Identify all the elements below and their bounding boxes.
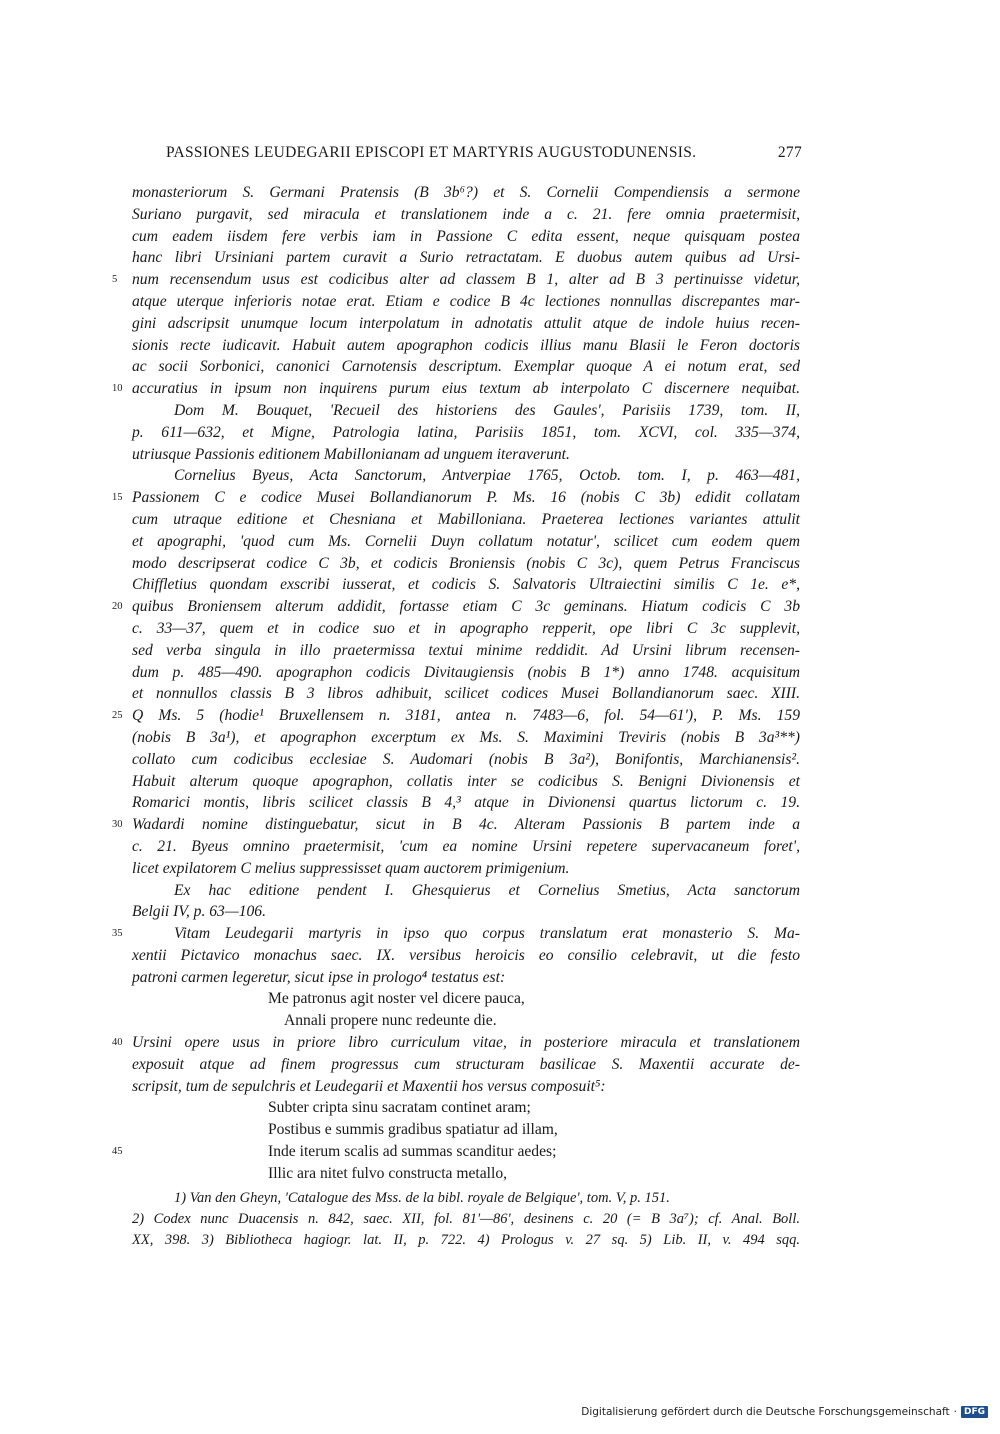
text-line bbox=[132, 749, 800, 771]
line-number: 40 bbox=[112, 1037, 123, 1049]
line-text: cum utraque editione et Chesniana et Mabilloniana. Praeterea lectiones variantes attulit bbox=[132, 510, 800, 528]
line-text: Dom M. Bouquet, 'Recueil des historiens des Gaules', Parisiis 1739, tom. II, bbox=[174, 401, 800, 419]
text-line bbox=[132, 531, 800, 553]
header-title: PASSIONES LEUDEGARII EPISCOPI ET MARTYRIS AUGUSTODUNENSIS. bbox=[166, 144, 697, 161]
line-text: licet expilatorem C melius suppressisset quam auctorem primigenium. bbox=[132, 859, 570, 877]
dfg-logo: DFG bbox=[961, 1406, 988, 1418]
text-line bbox=[112, 487, 800, 509]
text-line bbox=[132, 727, 800, 749]
footer-text: Digitalisierung gefördert durch die Deutsche Forschungsgemeinschaft bbox=[581, 1406, 950, 1418]
line-text: Ex hac editione pendent I. Ghesquierus et Cornelius Smetius, Acta sanctorum bbox=[174, 881, 800, 899]
line-text: Illic ara nitet fulvo constructa metallo, bbox=[268, 1164, 508, 1182]
line-text: patroni carmen legeretur, sicut ipse in prologo⁴ testatus est: bbox=[132, 968, 506, 986]
text-line bbox=[132, 356, 800, 378]
verse-line bbox=[132, 1119, 800, 1141]
text-line bbox=[132, 444, 800, 466]
text-line bbox=[132, 313, 800, 335]
text-line bbox=[132, 1054, 800, 1076]
text-line bbox=[112, 269, 800, 291]
line-text: Suriano purgavit, sed miracula et translationem inde a c. 21. fere omnia praetermisit, bbox=[132, 205, 800, 223]
text-line bbox=[132, 509, 800, 531]
line-text: accuratius in ipsum non inquirens purum eius textum ab interpolato C discernere nequibat. bbox=[132, 380, 800, 398]
footer-credit: Digitalisierung gefördert durch die Deutsche Forschungsgemeinschaft · DFG bbox=[581, 1406, 988, 1418]
line-text: monasteriorum S. Germani Pratensis (B 3b⁶?) et S. Cornelii Compendiensis a sermone bbox=[132, 184, 800, 201]
line-text: gini adscripsit unumque locum interpolatum in adnotatis attulit atque de indole huius recen- bbox=[132, 314, 800, 332]
verse-line bbox=[132, 1097, 800, 1119]
text-line bbox=[132, 618, 800, 640]
line-text: Wadardi nomine distinguebatur, sicut in B 4c. Alteram Passionis B partem inde a bbox=[132, 816, 800, 834]
verse-line bbox=[132, 988, 800, 1010]
text-line bbox=[132, 771, 800, 793]
text-line bbox=[112, 814, 800, 836]
line-text: Me patronus agit noster vel dicere pauca, bbox=[268, 990, 525, 1008]
line-text: p. 611—632, et Migne, Patrologia latina, Parisiis 1851, tom. XCVI, col. 335—374, bbox=[132, 423, 800, 441]
line-text: Inde iterum scalis ad summas scanditur aedes; bbox=[268, 1143, 557, 1161]
line-number: 20 bbox=[112, 601, 123, 613]
footnote-line: 1) Van den Gheyn, 'Catalogue des Mss. de la bibl. royale de Belgique', tom. V, p. 151. bbox=[174, 1190, 670, 1206]
text-line bbox=[112, 378, 800, 400]
line-text: quibus Broniensem alterum addidit, fortasse etiam C 3c geminans. Hiatum codicis C 3b bbox=[132, 598, 800, 616]
line-text: (nobis B 3a¹), et apographon excerptum ex Ms. S. Maximini Treviris (nobis B 3a³**) bbox=[132, 728, 800, 746]
text-line bbox=[132, 182, 800, 204]
text-line bbox=[132, 247, 800, 269]
text-line bbox=[112, 923, 800, 945]
line-text: xentii Pictavico monachus saec. IX. versibus heroicis eo consilio celebravit, ut die festo bbox=[132, 946, 800, 964]
line-text: scripsit, tum de sepulchris et Leudegarii et Maxentii hos versus composuit⁵: bbox=[132, 1077, 606, 1095]
line-text: atque uterque inferioris notae erat. Etiam e codice B 4c lectiones nonnullas discrepantes mar- bbox=[132, 292, 800, 310]
text-line bbox=[132, 792, 800, 814]
text-line bbox=[132, 836, 800, 858]
line-text: et nonnullos classis B 3 libros adhibuit, scilicet codices Musei Bollandianorum saec. XIII. bbox=[132, 685, 800, 703]
line-text: et apographi, 'quod cum Ms. Cornelii Duyn collatum notatur', scilicet cum eodem quem bbox=[132, 532, 800, 550]
verse-line bbox=[132, 1163, 800, 1185]
line-text: ac socii Sorbonici, canonici Carnotensis descriptum. Exemplar quoque A ei notum erat, sed bbox=[132, 358, 800, 376]
line-number: 35 bbox=[112, 928, 123, 940]
line-text: Romarici montis, libris scilicet classis B 4,³ atque in Divionensi quartus lictorum c. 19. bbox=[132, 794, 800, 812]
text-line bbox=[132, 553, 800, 575]
line-number: 15 bbox=[112, 492, 123, 504]
line-text: c. 33—37, quem et in codice suo et in apographo repperit, ope libri C 3c supplevit, bbox=[132, 619, 800, 637]
line-text: Belgii IV, p. 63—106. bbox=[132, 903, 266, 921]
page-number: 277 bbox=[777, 144, 802, 161]
footnote-line: 2) Codex nunc Duacensis n. 842, saec. XII, fol. 81'—86', desinens c. 20 (= B 3a⁷); cf. Anal. Boll. bbox=[132, 1211, 800, 1227]
line-number: 5 bbox=[112, 274, 118, 286]
text-line bbox=[132, 880, 800, 902]
text-line bbox=[132, 967, 800, 989]
line-text: Ursini opere usus in priore libro curriculum vitae, in posteriore miracula et translationem bbox=[132, 1034, 800, 1052]
line-text: Passionem C e codice Musei Bollandianorum P. Ms. 16 (nobis C 3b) edidit collatam bbox=[132, 489, 800, 507]
line-number: 45 bbox=[112, 1146, 123, 1158]
line-text: Cornelius Byeus, Acta Sanctorum, Antverpiae 1765, Octob. tom. I, p. 463—481, bbox=[174, 467, 800, 485]
line-number: 25 bbox=[112, 710, 123, 722]
text-line bbox=[132, 226, 800, 248]
text-line bbox=[132, 858, 800, 880]
line-text: collato cum codicibus ecclesiae S. Audomari (nobis B 3a²), Bonifontis, Marchianensis². bbox=[132, 750, 800, 768]
text-line bbox=[132, 574, 800, 596]
line-text: Subter cripta sinu sacratam continet aram; bbox=[268, 1099, 531, 1117]
text-line bbox=[132, 945, 800, 967]
line-text: Annali propere nunc redeunte die. bbox=[284, 1012, 497, 1030]
line-number: 30 bbox=[112, 819, 123, 831]
main-text bbox=[112, 182, 800, 1185]
line-text: cum eadem iisdem fere verbis iam in Passione C edita essent, neque quisquam postea bbox=[132, 227, 800, 245]
line-number: 10 bbox=[112, 383, 123, 395]
verse-line bbox=[132, 1010, 800, 1032]
line-text: Habuit alterum quoque apographon, collatis inter se codicibus S. Benigni Divionensis et bbox=[132, 772, 800, 790]
line-text: sed verba singula in illo praetermissa textui minime reddidit. Ad Ursini librum recensen- bbox=[132, 641, 800, 659]
line-text: Chiffletius quondam exscribi iusserat, et codicis S. Salvatoris Ultraiectini similis C 1e. e*, bbox=[132, 576, 800, 594]
line-text: c. 21. Byeus omnino praetermisit, 'cum ea nomine Ursini repetere supervacaneum foret', bbox=[132, 837, 800, 855]
line-text: Q Ms. 5 (hodie¹ Bruxellensem n. 3181, antea n. 7483—6, fol. 54—61'), P. Ms. 159 bbox=[132, 707, 800, 725]
text-line bbox=[132, 1076, 800, 1098]
text-line bbox=[132, 400, 800, 422]
line-text: num recensendum usus est codicibus alter ad classem B 1, alter ad B 3 pertinuisse videtur, bbox=[132, 271, 800, 289]
text-line bbox=[132, 291, 800, 313]
footnote-line: XX, 398. 3) Bibliotheca hagiogr. lat. II, p. 722. 4) Prologus v. 27 sq. 5) Lib. II, v. 494 sqq. bbox=[132, 1232, 800, 1248]
text-line bbox=[112, 596, 800, 618]
text-line bbox=[132, 422, 800, 444]
text-line bbox=[132, 662, 800, 684]
footnotes bbox=[132, 1188, 800, 1251]
text-line bbox=[132, 465, 800, 487]
line-text: dum p. 485—490. apographon codicis Divitaugiensis (nobis B 1*) anno 1748. acquisitum bbox=[132, 663, 800, 681]
text-line bbox=[112, 1032, 800, 1054]
text-line bbox=[132, 640, 800, 662]
text-line bbox=[132, 683, 800, 705]
running-header bbox=[166, 144, 802, 162]
line-text: utriusque Passionis editionem Mabillonianam ad unguem iteraverunt. bbox=[132, 445, 570, 463]
line-text: Postibus e summis gradibus spatiatur ad illam, bbox=[268, 1121, 558, 1139]
line-text: exposuit atque ad finem progressus cum structuram basilicae S. Maxentii accurate de- bbox=[132, 1055, 800, 1073]
verse-line bbox=[112, 1141, 800, 1163]
line-text: hanc libri Ursiniani partem curavit a Surio retractatam. E duobus autem quibus ad Ursi- bbox=[132, 249, 800, 267]
text-line bbox=[132, 204, 800, 226]
text-line bbox=[132, 335, 800, 357]
line-text: modo descripserat codice C 3b, et codicis Broniensis (nobis C 3c), quem Petrus Franciscus bbox=[132, 554, 800, 572]
text-line bbox=[112, 705, 800, 727]
text-line bbox=[132, 901, 800, 923]
line-text: sionis recte iudicavit. Habuit autem apographon codicis illius manu Blasii le Feron doctoris bbox=[132, 336, 800, 354]
line-text: Vitam Leudegarii martyris in ipso quo corpus translatum erat monasterio S. Ma- bbox=[174, 925, 800, 943]
